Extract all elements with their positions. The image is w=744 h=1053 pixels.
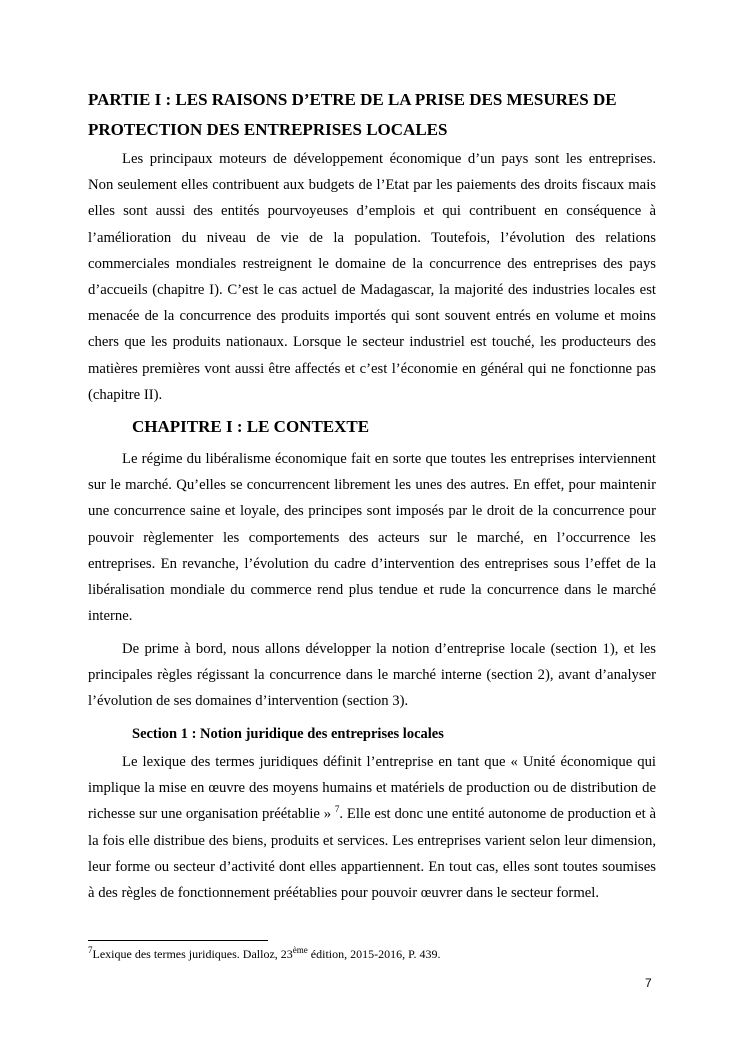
section-paragraph-text-end: . Elle est donc une entité autonome de production et à la fois elle distribue des biens, produits et services. Les entreprises varient selon leur dimension, leur forme ou secteur d’activité dont elles appartiennent. En tout cas, elles sont toutes soumises à des règles de fonctionnement préétablies pour pouvoir œuvrer dans le secteur formel. [88, 806, 657, 902]
footnote-text-start: Lexique des termes juridiques. Dalloz, 23 [92, 947, 293, 961]
chapter-title: CHAPITRE I : LE CONTEXTE [132, 417, 370, 436]
footnote-superscript: ème [292, 945, 308, 955]
part-title: PARTIE I : LES RAISONS D’ETRE DE LA PRISE DES MESURES DE PROTECTION DES ENTREPRISES LOCALES [88, 90, 617, 139]
chapter-paragraph-2: De prime à bord, nous allons développer la notion d’entreprise locale (section 1), et les principales règles régissant la concurrence dans le marché interne (section 2), avant d’analyser l’évolution de ses domaines d’intervention (section 3). [88, 641, 656, 710]
intro-paragraph: Les principaux moteurs de développement économique d’un pays sont les entreprises. Non seulement elles contribuent aux budgets de l’Etat par les paiements des droits fiscaux mais elles sont aussi des entités pourvoyeuses d’emplois et qui contribuent en conséquence à l’amélioration du niveau de vie de la population. Toutefois, l’évolution des relations commerciales mondiales restreignent le domaine de la concurrence des entreprises des pays d’accueils (chapitre I). C’est le cas actuel de Madagascar, la majorité des industries locales est menacée de la concurrence des produits importés qui sont souvent entrés en volume et moins chers que les produits nationaux. Lorsque le secteur industriel est touché, les producteurs des matières premières vont aussi être affectés et c’est l’économie en général qui ne fonctionne pas (chapitre II). [88, 151, 656, 403]
section-paragraph [88, 749, 656, 906]
footnote-text-end: édition, 2015-2016, P. 439. [307, 947, 441, 961]
chapter-paragraph-1: Le régime du libéralisme économique fait en sorte que toutes les entreprises interviennent sur le marché. Qu’elles se concurrencent librement les unes des autres. En effet, pour maintenir une concurrence saine et loyale, des principes sont imposés par le droit de la concurrence pour pouvoir règlementer les comportements des acteurs sur le marché, en l’occurrence les entreprises. En revanche, l’évolution du cadre d’intervention des entreprises sous l’effet de la libéralisation mondiale du commerce rend plus tendue et rude la concurrence dans le marché interne. [88, 451, 656, 625]
section-paragraph-text-start: Le lexique des termes juridiques définit l’entreprise en tant que « Unité économique qui implique la mise en œuvre des moyens humains et matériels de production ou de distribution de richesse sur une organisation préétablie » [88, 754, 656, 823]
footnote [88, 947, 440, 962]
section-title: Section 1 : Notion juridique des entreprises locales [132, 726, 444, 742]
footnote-divider [88, 940, 268, 941]
footnote-reference[interactable]: 7 [334, 804, 340, 815]
page-number: 7 [645, 976, 652, 990]
footnote-number: 7 [88, 945, 93, 955]
